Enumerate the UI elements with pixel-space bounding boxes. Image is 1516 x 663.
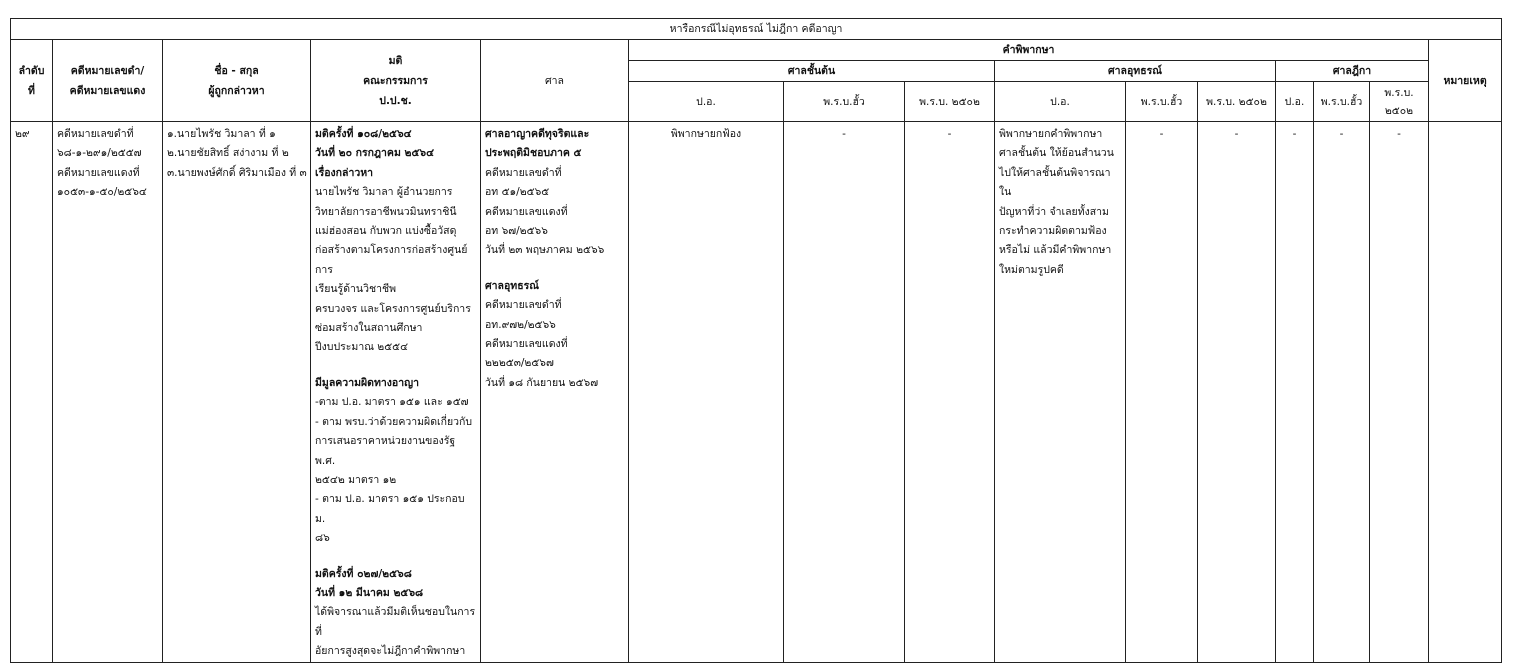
- cell-resolution: มติครั้งที่ ๑๐๘/๒๕๖๔ วันที่ ๒๐ กรกฎาคม ๒๕๖๔ เรื่องกล่าวหา นายไพรัช วิมาลา ผู้อำนวยการ วิทยาลัยการอาชีพนวมินทราชินี แม่ฮ่องสอน กับพวก แบ่งซื้อวัสดุ ก่อสร้างตามโครงการก่อสร้างศูนย์การ เรียนรู้ด้านวิชาชีพ ครบวงจร และโครงการศูนย์บริการ ซ่อมสร้างในสถานศึกษา ปีงบประมาณ ๒๕๕๔ มีมูลความผิดทางอาญา -ตาม ป.อ. มาตรา ๑๕๑ และ ๑๕๗ - ตาม พรบ.ว่าด้วยความผิดเกี่ยวกับ การเสนอราคาหน่วยงานของรัฐ พ.ศ. ๒๕๔๒ มาตรา ๑๒ - ตาม ป.อ. มาตรา ๑๕๑ ประกอบ ม. ๘๖ มติครั้งที่ ๐๒๗/๒๕๖๘ วันที่ ๑๒ มีนาคม ๒๕๖๘ ได้พิจารณาแล้วมีมติเห็นชอบในการที่ อัยการสูงสุดจะไม่ฎีกาคำพิพากษา: [311, 122, 481, 663]
- cell-sup-hua: -: [1314, 122, 1370, 663]
- header-first-court: ศาลชั้นต้น: [629, 61, 995, 82]
- cell-first-2502: -: [905, 122, 995, 663]
- header-appeal-2502: พ.ร.บ. ๒๕๐๒: [1198, 82, 1276, 122]
- header-sup-2502: พ.ร.บ. ๒๕๐๒: [1370, 82, 1429, 122]
- cell-first-hua: -: [784, 122, 905, 663]
- header-appeal-po: ป.อ.: [995, 82, 1126, 122]
- header-court: ศาล: [481, 40, 629, 122]
- cell-appeal-po: พิพากษายกคำพิพากษา ศาลชั้นต้น ให้ย้อนสำนวน ไปให้ศาลชั้นต้นพิจารณาใน ปัญหาที่ว่า จำเลยทั้งสาม กระทำความผิดตามฟ้อง หรือไม่ แล้วมีคำพิพากษา ใหม่ตามรูปคดี: [995, 122, 1126, 663]
- header-judgment: คำพิพากษา: [629, 40, 1429, 61]
- cell-case-no: คดีหมายเลขดำที่ ๖๘-๑-๒๙๑/๒๕๕๗ คดีหมายเลขแดงที่ ๑๐๕๓-๑-๕๐/๒๕๖๔: [53, 122, 163, 663]
- header-remark: หมายเหตุ: [1429, 40, 1502, 122]
- cell-court: ศาลอาญาคดีทุจริตและ ประพฤติมิชอบภาค ๕ คดีหมายเลขดำที่ อท ๕๑/๒๕๖๕ คดีหมายเลขแดงที่ อท ๖๗/๒๕๖๖ วันที่ ๒๓ พฤษภาคม ๒๕๖๖ ศาลอุทธรณ์ คดีหมายเลขดำที่ อท.๙๗๒/๒๕๖๖ คดีหมายเลขแดงที่ ๒๒๒๕๓/๒๕๖๗ วันที่ ๑๘ กันยายน ๒๕๖๗: [481, 122, 629, 663]
- cell-sup-2502: -: [1370, 122, 1429, 663]
- header-name: ชื่อ - สกุล ผู้ถูกกล่าวหา: [163, 40, 311, 122]
- header-supreme-court: ศาลฎีกา: [1276, 61, 1429, 82]
- table-row: [11, 122, 1502, 663]
- cell-appeal-2502: -: [1198, 122, 1276, 663]
- cell-remark: [1429, 122, 1502, 663]
- cell-sup-po: -: [1276, 122, 1314, 663]
- header-first-hua: พ.ร.บ.ฮั้ว: [784, 82, 905, 122]
- header-appeal-court: ศาลอุทธรณ์: [995, 61, 1276, 82]
- header-case-no: คดีหมายเลขดำ/ คดีหมายเลขแดง: [53, 40, 163, 122]
- cell-seq: ๒๙: [11, 122, 53, 663]
- header-seq: ลำดับ ที่: [11, 40, 53, 122]
- cell-names: ๑.นายไพรัช วิมาลา ที่ ๑ ๒.นายชัยสิทธิ์ สง่างาม ที่ ๒ ๓.นายพงษ์ศักดิ์ ศิริมาเมือง ที่ ๓: [163, 122, 311, 663]
- header-resolution: มติ คณะกรรมการ ป.ป.ช.: [311, 40, 481, 122]
- header-first-2502: พ.ร.บ. ๒๕๐๒: [905, 82, 995, 122]
- table-banner: หารือกรณีไม่อุทธรณ์ ไม่ฎีกา คดีอาญา: [11, 19, 1502, 40]
- header-appeal-hua: พ.ร.บ.ฮั้ว: [1126, 82, 1198, 122]
- header-first-po: ป.อ.: [629, 82, 784, 122]
- header-sup-hua: พ.ร.บ.ฮั้ว: [1314, 82, 1370, 122]
- cell-appeal-hua: -: [1126, 122, 1198, 663]
- case-table: [10, 18, 1502, 663]
- cell-first-po: พิพากษายกฟ้อง: [629, 122, 784, 663]
- header-sup-po: ป.อ.: [1276, 82, 1314, 122]
